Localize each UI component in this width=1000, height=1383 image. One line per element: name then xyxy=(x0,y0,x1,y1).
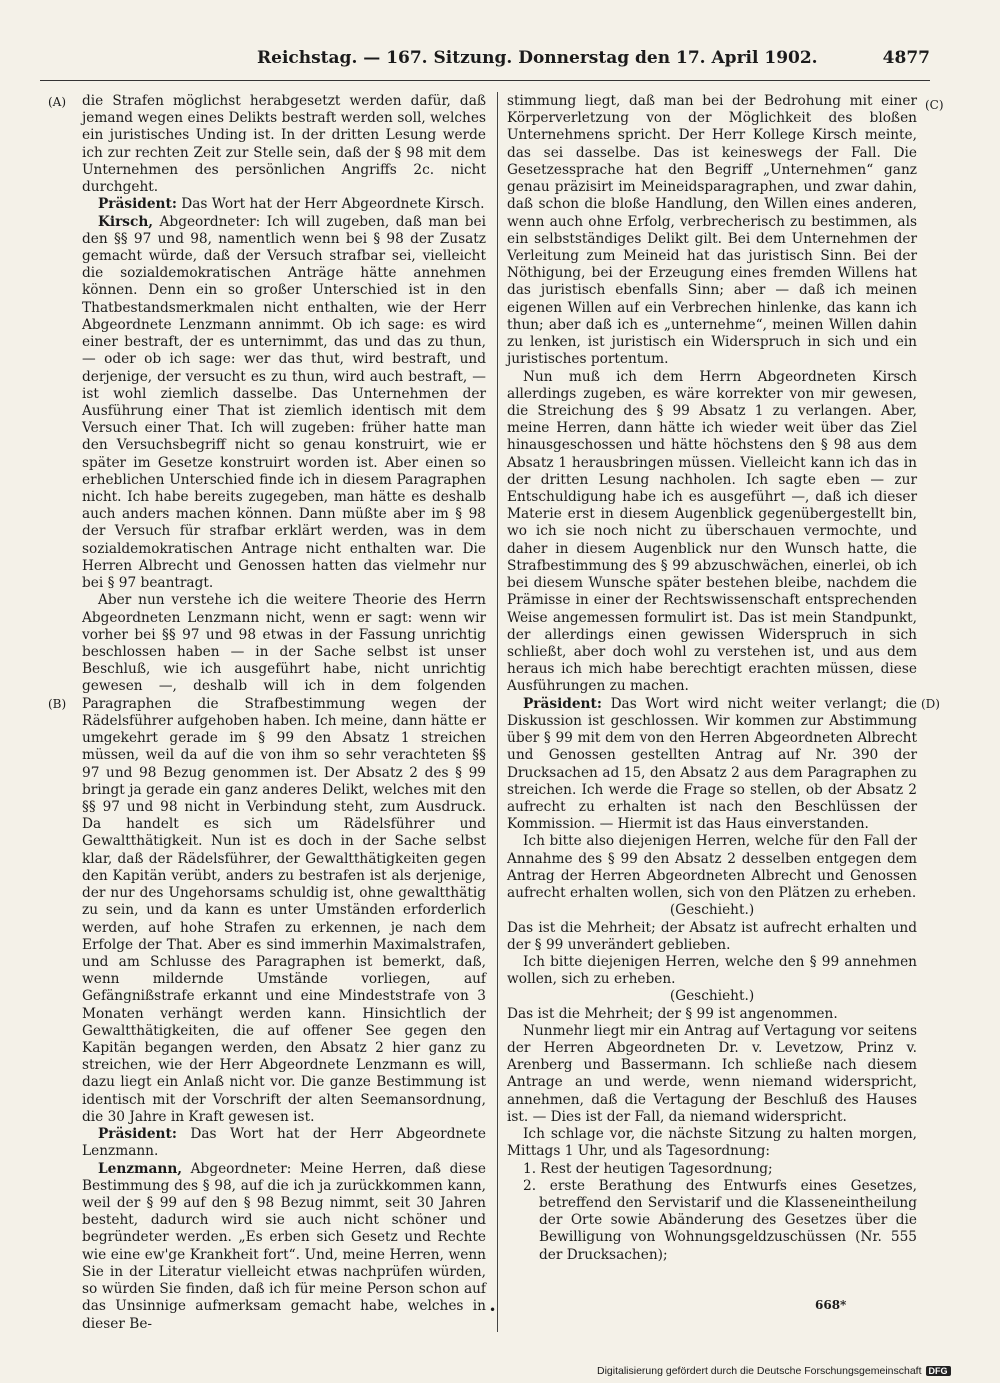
paragraph: Nun muß ich dem Herrn Abgeordneten Kirsch allerdings zugeben, es wäre korrekter von mir gewesen, die Streichung des § 99 Absatz 1 zu verlangen. Aber, meine Herren, dann hätte ich wieder weit über das Ziel hinausgeschossen und hätte höchstens den § 98 aus dem Absatz 1 herausbringen müssen. Vielleicht kann ich das in der dritten Lesung nachholen. Ich sagte eben — zur Entschuldigung habe ich es ausgeführt —, daß ich dieser Materie erst in diesem Augenblick gegenübergestellt bin, wo ich sie noch nicht zu überschauen vermochte, und daher in diesem Augenblick nur den Wunsch hatte, die Strafbestimmung des § 99 abzuschwächen, einerlei, ob ich bei diesem Wunsche später bestehen bleibe, nachdem die Prämisse in einer der Rechtswissenschaft entsprechenden Weise angemessen formulirt ist. Das ist mein Standpunkt, der allerdings einen gewissen Widerspruch in sich schließt, aber doch wohl zu verstehen ist, und aus dem heraus ich mich habe berechtigt erachten müssen, diese Ausführungen zu machen. xyxy=(507,368,917,695)
margin-marker-c: (C) xyxy=(925,98,944,112)
agenda-item: 2. erste Berathung des Entwurfs eines Gesetzes, betreffend den Servistarif und die Klasseneintheilung der Orte sowie Abänderung des Gesetzes über die Bewilligung von Wohnungsgeldzuschüssen (Nr. 555 der Drucksachen); xyxy=(523,1177,917,1263)
bullet-mark: • xyxy=(489,1303,497,1317)
paragraph: Ich bitte diejenigen Herren, welche den § 99 annehmen wollen, sich zu erheben. xyxy=(507,953,917,988)
margin-marker-b: (B) xyxy=(48,697,67,711)
speech-text: Das Wort wird nicht weiter verlangt; die Diskussion ist geschlossen. Wir kommen zur Abstimmung über § 99 mit dem von den Herren Abgeordneten Albrecht und Genossen gestellten Antrag auf Nr. 390 der Drucksachen ad 15, den Absatz 2 aus dem Paragraphen zu streichen. Ich werde die Frage so stellen, ob der Absatz 2 aufrecht zu erhalten ist nach den Beschlüssen der Kommission. — Hiermit ist das Haus einverstanden. xyxy=(507,695,917,833)
paragraph: Aber nun verstehe ich die weitere Theorie des Herrn Abgeordneten Lenzmann nicht, wenn er sagt: wenn wir vorher bei §§ 97 und 98 etwas in der Fassung unrichtig beschlossen haben — in der Sache selbst ist unser Beschluß, wie ich ausgeführt habe, nicht unrichtig gewesen —, deshalb will ich in dem folgenden Paragraphen die Strafbestimmung wegen der Rädelsführer aufgehoben haben. Ich meine, dann hätte er umgekehrt gerade im § 99 den Absatz 1 streichen müssen, weil da auf die von ihm so sehr verachteten §§ 97 und 98 Bezug genommen ist. Der Absatz 2 des § 99 bringt ja gerade ein ganz anderes Delikt, welches mit den §§ 97 und 98 nicht in Verbindung steht, zum Ausdruck. Da handelt es sich um Rädelsführer und Gewaltthätigkeit. Nun ist es doch in der Sache selbst klar, daß der Rädelsführer, der Gewaltthätigkeiten gegen den Kapitän verübt, anders zu bestrafen ist als derjenige, der nur des Ungehorsams schuldig ist, ohne gewaltthätig zu sein, und da kann es unter Umständen erforderlich werden, auf hohe Strafen zu erkennen, je nach dem Erfolge der That. Aber es sind immerhin Maximalstrafen, und am Schlusse des Paragraphen ist bemerkt, daß, wenn mildernde Umstände vorliegen, auf Gefängnißstrafe erkannt und eine Mindeststrafe von 3 Monaten verhängt werden kann. Hinsichtlich der Gewaltthätigkeiten, die auf offener See gegen den Kapitän begangen werden, den Absatz 2 hier ganz zu streichen, wie der Herr Abgeordnete Lenzmann es will, dazu liegt ein Anlaß nicht vor. Die ganze Bestimmung ist identisch mit der Vorschrift der alten Seemansordnung, die 30 Jahre in Kraft gewesen ist. xyxy=(82,592,486,1125)
paragraph xyxy=(82,1126,486,1160)
margin-marker-a: (A) xyxy=(48,95,67,109)
signature-mark: 668* xyxy=(815,1298,847,1312)
left-column xyxy=(82,93,486,1333)
speech-text: Das Wort hat der Herr Abgeordnete Kirsch. xyxy=(176,196,485,213)
speech-text: Abgeordneter: Meine Herren, daß diese Bestimmung des § 98, auf die ich ja zurückkommen kann, weil der § 99 auf den § 98 Bezug nimmt, seit 30 Jahren besteht, dadurch wird sie auch nicht schöner und begründeter werden. „Es erben sich Gesetz und Rechte wie eine ew'ge Krankheit fort“. Und, meine Herren, wenn Sie in der Literatur vielleicht etwas nachprüfen würden, so würden Sie finden, daß ich für meine Person schon auf das Unsinnige aufmerksam gemacht habe, welches in dieser Be- xyxy=(82,1160,486,1332)
speaker-name: Kirsch, xyxy=(98,213,154,230)
stage-direction: (Geschieht.) xyxy=(669,988,755,1005)
column-divider xyxy=(497,92,498,1332)
paragraph xyxy=(82,196,486,213)
running-title: Reichstag. — 167. Sitzung. Donnerstag den 17. April 1902. xyxy=(257,48,818,68)
paragraph: Ich schlage vor, die nächste Sitzung zu halten morgen, Mittags 1 Uhr, und als Tagesordnung: xyxy=(507,1126,917,1160)
paragraph: Das ist die Mehrheit; der Absatz ist aufrecht erhalten und der § 99 unverändert geblieben. xyxy=(507,919,917,953)
agenda-item: 1. Rest der heutigen Tagesordnung; xyxy=(523,1160,773,1177)
header-rule xyxy=(40,80,930,81)
speaker-name: Präsident: xyxy=(523,695,602,712)
stage-direction: (Geschieht.) xyxy=(669,902,755,919)
agenda-list xyxy=(507,1161,917,1264)
dfg-logo: DFG xyxy=(926,1366,951,1376)
paragraph: Ich bitte also diejenigen Herren, welche für den Fall der Annahme des § 99 den Absatz 2 desselben entgegen dem Antrag der Herren Abgeordneten Albrecht und Genossen aufrecht erhalten wollen, sich von den Plätzen zu erheben. xyxy=(507,833,917,902)
paragraph xyxy=(507,696,917,834)
paragraph xyxy=(82,214,486,593)
margin-marker-d: (D) xyxy=(921,697,940,711)
speaker-name: Präsident: xyxy=(98,1126,177,1143)
page-number: 4877 xyxy=(882,48,930,68)
page-header xyxy=(60,48,930,72)
paragraph: die Strafen möglichst herabgesetzt werden dafür, daß jemand wegen eines Delikts bestraft werden soll, welches ein juristisches Unding ist. In der dritten Lesung werde ich zur rechten Zeit zur Stelle sein, daß der § 98 mit dem Unternehmen des persönlichen Angriffs 2c. nicht durchgeht. xyxy=(82,93,486,196)
speech-text: Das Wort hat der Herr Abgeordnete Lenzmann. xyxy=(82,1126,486,1160)
speaker-name: Präsident: xyxy=(98,196,177,213)
speaker-name: Lenzmann, xyxy=(98,1160,183,1177)
paragraph: Das ist die Mehrheit; der § 99 ist angenommen. xyxy=(507,1005,838,1022)
right-column xyxy=(507,93,917,1264)
paragraph: Nunmehr liegt mir ein Antrag auf Vertagung vor seitens der Herren Abgeordneten Dr. v. Levetzow, Prinz v. Arenberg und Bassermann. Ich schließe nach diesem Antrage an und werde, wenn niemand widerspricht, annehmen, daß die Vertagung der Beschluß des Hauses ist. — Dies ist der Fall, da niemand widerspricht. xyxy=(507,1022,917,1125)
speech-text: Abgeordneter: Ich will zugeben, daß man bei den §§ 97 und 98, namentlich wenn bei § 98 der Zusatz gemacht würde, daß der Versuch strafbar sei, vielleicht die sozialdemokratischen Anträge hätte annehmen können. Denn ein so großer Unterschied ist in den Thatbestandsmerkmalen nicht enthalten, wie der Herr Abgeordnete Lenzmann annimmt. Ob ich sage: es wird einer bestraft, der es unternimmt, das und das zu thun, — oder ob ich sage: wer das thut, wird bestraft, und derjenige, der versucht es zu thun, wird auch bestraft, — ist wohl ziemlich dasselbe. Das Unternehmen der Ausführung einer That ist ziemlich identisch mit dem Versuch einer That. Ich will zugeben: früher hatte man den Versuchsbegriff nicht so genau konstruirt, wie er später im Gesetze konstruirt worden ist. Aber einen so erheblichen Unterschied finde ich in diesem Paragraphen nicht. Ich habe bereits zugegeben, man hätte es deshalb auch anders machen können. Dann müßte aber im § 98 der Versuch für strafbar erklärt werden, was in dem sozialdemokratischen Antrage nicht enthalten war. Die Herren Albrecht und Genossen hatten das vielmehr nur bei § 97 beantragt. xyxy=(82,213,486,592)
footer-credit xyxy=(597,1365,987,1377)
paragraph: stimmung liegt, daß man bei der Bedrohung mit einer Körperverletzung von der Möglichkeit des bloßen Unternehmens spricht. Der Herr Kollege Kirsch meinte, das sei dasselbe. Das ist keineswegs der Fall. Die Gesetzessprache hat den Begriff „Unternehmen“ ganz genau präzisirt im Meineidsparagraphen, und zwar dahin, daß schon die bloße Handlung, den Willen eines anderen, wenn auch ohne Erfolg, verbrecherisch zu bestimmen, als ein selbstständiges Delikt gilt. Bei dem Unternehmen der Verleitung zum Meineid hat das juristisch Sinn. Bei der Nöthigung, bei der Erzeugung eines fremden Willens hat das juristisch ebenfalls Sinn; aber — daß ich meinen eigenen Willen auf ein Verbrechen hinlenke, das kann ich thun; aber daß ich es „unternehme“, meinen Willen dahin zu lenken, ist juristisch ein Widerspruch in sich und ein juristisches portentum. xyxy=(507,93,917,368)
footer-text: Digitalisierung gefördert durch die Deutsche Forschungsgemeinschaft xyxy=(597,1365,922,1377)
paragraph xyxy=(82,1161,486,1333)
